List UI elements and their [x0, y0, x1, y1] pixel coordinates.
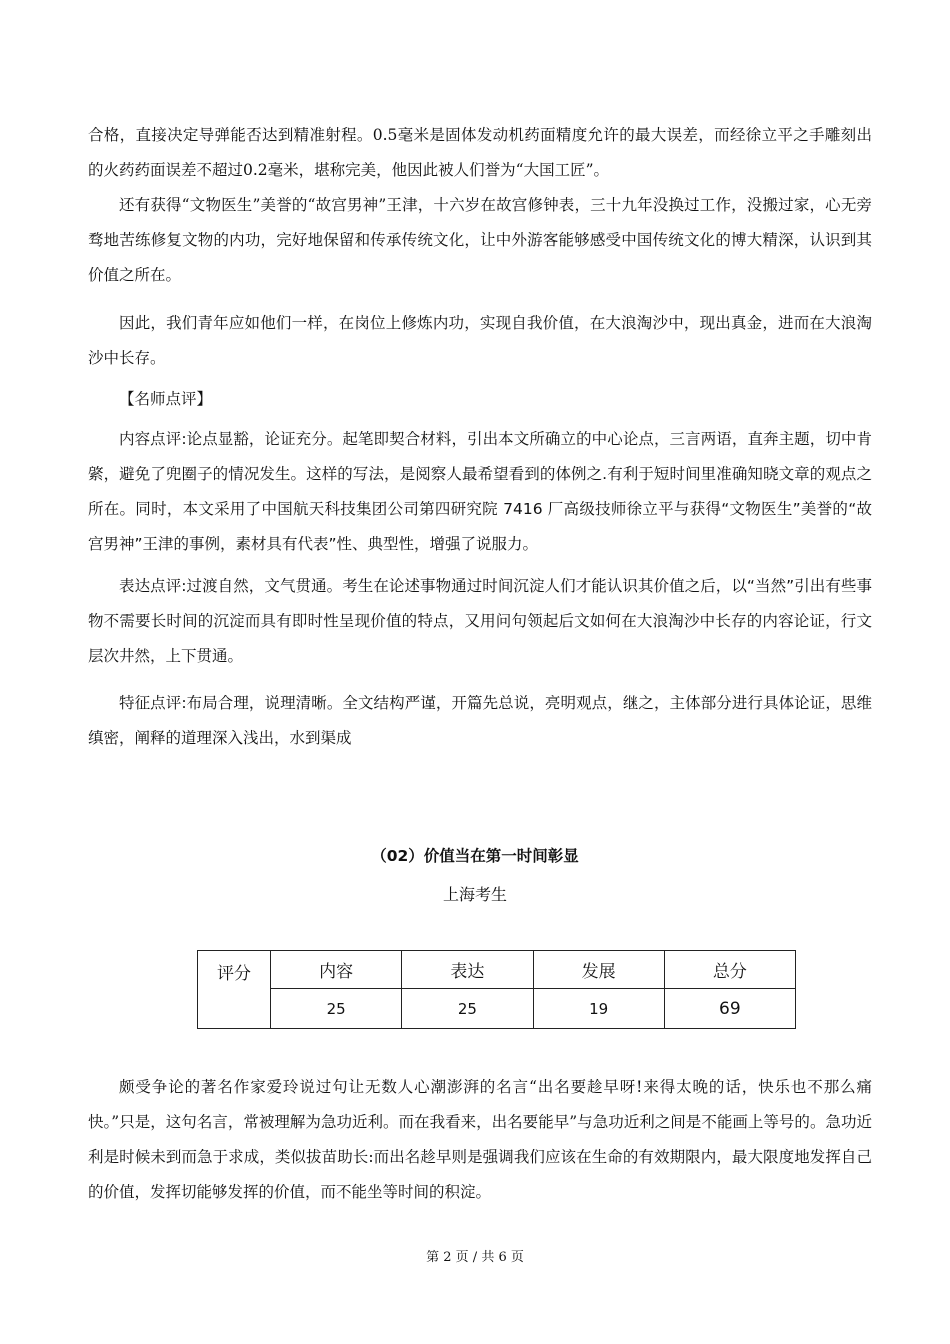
score-header-development: 发展: [533, 951, 664, 989]
paragraph-continuation: 合格，直接决定导弹能否达到精准射程。0.5毫米是固体发动机药面精度允许的最大误差，而经徐立平之手雕刻出的火药药面误差不超过0.2毫米，堪称完美，他因此被人们誉为“大国工匠”。: [88, 126, 872, 179]
review-heading: 【名师点评】: [119, 390, 213, 408]
score-header-expression: 表达: [402, 951, 533, 989]
paragraph-wang-jin: 还有获得“文物医生”美誉的“故宫男神”王津，十六岁在故宫修钟表，三十九年没换过工作，没搬过家，心无旁骛地苦练修复文物的内功，完好地保留和传承传统文化，让中外游客能够感受中国传统文化的博大精深，认识到其价值之所在。: [88, 196, 872, 284]
score-value-content: 25: [271, 989, 402, 1029]
score-value-total: 69: [664, 989, 795, 1029]
review-content: 内容点评:论点显豁，论证充分。起笔即契合材料，引出本文所确立的中心论点，三言两语，直奔主题，切中肯綮，避免了兜圈子的情况发生。这样的写法，是阅察人最希望看到的体例之.有利于短时间里准确知晓文章的观点之所在。同时，本文采用了中国航天科技集团公司第四研究院 7416 厂高级技师徐立平与获得“文物医生”美誉的“故宫男神”王津的事例，素材具有代表”性、典型性，增强了说服力。: [88, 430, 872, 553]
score-table: [197, 950, 796, 1029]
paragraph-conclusion: 因此，我们青年应如他们一样，在岗位上修炼内功，实现自我价值，在大浪淘沙中，现出真金，进而在大浪淘沙中长存。: [88, 314, 872, 367]
score-header-total: 总分: [664, 951, 795, 989]
score-header-content: 内容: [271, 951, 402, 989]
review-features: 特征点评:布局合理，说理清晰。全文结构严谨，开篇先总说，亮明观点，继之，主体部分进行具体论证，思维缜密，阐释的道理深入浅出，水到渠成: [88, 694, 872, 747]
page-footer: 第 2 页 / 共 6 页: [426, 1250, 524, 1265]
essay-opening-paragraph: 颇受争论的著名作家爱玲说过句让无数人心潮澎湃的名言“出名要趁早呀!来得太晚的话，快乐也不那么痛快。”只是，这句名言，常被理解为急功近利。而在我看来，出名要能早”与急功近利之间是不能画上等号的。急功近利是时候未到而急于求成，类似拔苗助长:而出名趁早则是强调我们应该在生命的有效期限内，最大限度地发挥自己的价值，发挥切能够发挥的价值，而不能坐等时间的积淀。: [88, 1078, 872, 1201]
review-expression: 表达点评:过渡自然，文气贯通。考生在论述事物通过时间沉淀人们才能认识其价值之后，以“当然”引出有些事物不需要长时间的沉淀而具有即时性呈现价值的特点，又用问句领起后文如何在大浪淘沙中长存的内容论证，行文层次井然，上下贯通。: [88, 577, 872, 665]
essay-title: （02）价值当在第一时间彰显: [371, 847, 579, 865]
score-value-development: 19: [533, 989, 664, 1029]
score-row-label: 评分: [198, 951, 271, 1029]
essay-author: 上海考生: [442, 885, 507, 904]
score-value-expression: 25: [402, 989, 533, 1029]
